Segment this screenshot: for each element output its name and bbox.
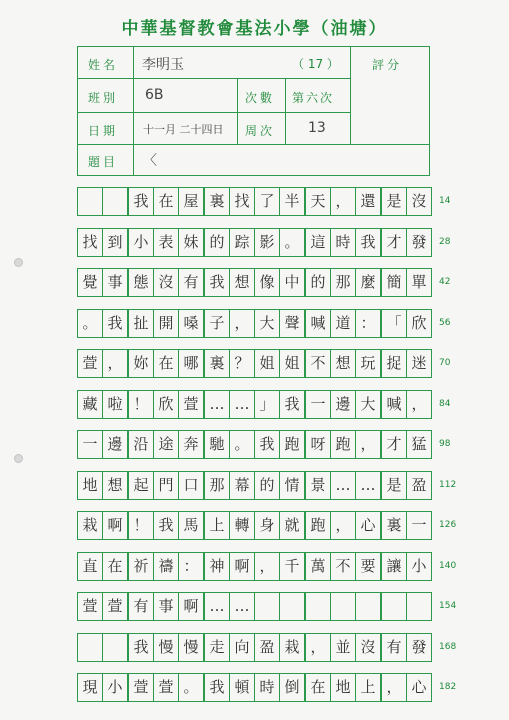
grid-cell: 喊: [305, 309, 331, 338]
grid-cell: ：: [178, 552, 204, 581]
grid-cell: 在: [102, 552, 128, 581]
grid-cell: 祈: [128, 552, 154, 581]
grid-cell: 裏: [204, 349, 230, 378]
grid-cell: 態: [128, 268, 154, 297]
grid-cell: 奔: [178, 430, 204, 459]
grid-cell: ：: [355, 309, 381, 338]
grid-cell: 禱: [153, 552, 179, 581]
grid-cell: 小: [406, 552, 432, 581]
grid-cell: 時: [254, 673, 280, 702]
grid-cell: 想: [330, 349, 356, 378]
grid-row: [77, 187, 433, 216]
grid-cell: 沒: [153, 268, 179, 297]
binder-hole: [14, 258, 23, 267]
grid-cell: 盈: [406, 471, 432, 500]
grid-cell: 萱: [77, 592, 103, 621]
grid-cell: 半: [279, 187, 305, 216]
grid-cell: 是: [381, 471, 407, 500]
score-label: 評分: [372, 58, 403, 72]
grid-cell: 在: [153, 349, 179, 378]
grid-cell: 啊: [178, 592, 204, 621]
row-character-count: 140: [439, 561, 457, 571]
grid-cell: 找: [229, 187, 255, 216]
row-character-count: 168: [439, 642, 457, 652]
grid-cell: …: [355, 471, 381, 500]
grid-cell: 有: [178, 268, 204, 297]
row-character-count: 56: [439, 318, 451, 328]
grid-cell: 到: [102, 228, 128, 257]
grid-cell: 馬: [178, 511, 204, 540]
school-title: 中華基督教會基法小學（油塘）: [121, 19, 388, 39]
grid-cell: 馳: [204, 430, 230, 459]
grid-cell: 屋: [178, 187, 204, 216]
grid-cell: 心: [406, 673, 432, 702]
grid-cell: 欣: [406, 309, 432, 338]
grid-cell: [406, 592, 432, 621]
grid-cell: 事: [102, 268, 128, 297]
grid-cell: 邊: [330, 390, 356, 419]
grid-cell: 發: [406, 633, 432, 662]
grid-cell: 藏: [77, 390, 103, 419]
grid-cell: 欣: [153, 390, 179, 419]
grid-cell: 我: [128, 187, 154, 216]
grid-cell: 才: [381, 228, 407, 257]
grid-cell: ，: [330, 187, 356, 216]
grid-cell: 不: [305, 349, 331, 378]
grid-cell: 門: [153, 471, 179, 500]
grid-cell: 身: [254, 511, 280, 540]
grid-cell: 發: [406, 228, 432, 257]
grid-cell: 上: [204, 511, 230, 540]
grid-cell: 一: [406, 511, 432, 540]
grid-cell: 有: [128, 592, 154, 621]
grid-cell: [102, 187, 128, 216]
grid-cell: 踪: [229, 228, 255, 257]
name-value: 李明玉: [142, 57, 184, 73]
grid-cell: 沿: [128, 430, 154, 459]
grid-cell: 妹: [178, 228, 204, 257]
grid-cell: 慢: [153, 633, 179, 662]
grid-cell: ，: [355, 430, 381, 459]
grid-cell: 在: [305, 673, 331, 702]
grid-cell: 子: [204, 309, 230, 338]
grid-cell: ！: [128, 390, 154, 419]
grid-row: [77, 430, 433, 459]
grid-cell: 的: [305, 268, 331, 297]
grid-cell: ！: [128, 511, 154, 540]
grid-cell: 。: [279, 228, 305, 257]
grid-cell: 小: [102, 673, 128, 702]
grid-cell: 沒: [406, 187, 432, 216]
grid-cell: 時: [330, 228, 356, 257]
grid-cell: 。: [178, 673, 204, 702]
times-value: 第六次: [292, 91, 335, 105]
grid-cell: 」: [254, 390, 280, 419]
grid-row: [77, 592, 433, 621]
grid-cell: 單: [406, 268, 432, 297]
week-value: 13: [308, 120, 326, 136]
topic-value: 〈: [143, 153, 157, 169]
grid-row: [77, 633, 433, 662]
grid-cell: [77, 187, 103, 216]
class-value: 6B: [145, 87, 164, 103]
grid-cell: 影: [254, 228, 280, 257]
grid-cell: 神: [204, 552, 230, 581]
grid-cell: ，: [254, 552, 280, 581]
grid-cell: 向: [229, 633, 255, 662]
grid-cell: [77, 633, 103, 662]
grid-cell: 開: [153, 309, 179, 338]
grid-cell: 我: [153, 511, 179, 540]
grid-row: [77, 349, 433, 378]
student-number: （ 17 ）: [292, 57, 339, 71]
grid-cell: 跑: [279, 430, 305, 459]
grid-cell: 在: [153, 187, 179, 216]
date-label: 日期: [88, 124, 119, 138]
row-character-count: 28: [439, 237, 451, 247]
binder-hole: [14, 454, 23, 463]
grid-row: [77, 511, 433, 540]
grid-cell: …: [204, 592, 230, 621]
grid-cell: 並: [330, 633, 356, 662]
grid-cell: 「: [381, 309, 407, 338]
grid-cell: 還: [355, 187, 381, 216]
grid-cell: 萱: [77, 349, 103, 378]
grid-cell: 萱: [178, 390, 204, 419]
grid-cell: ，: [229, 309, 255, 338]
grid-cell: 。: [77, 309, 103, 338]
grid-cell: 那: [330, 268, 356, 297]
grid-cell: 像: [254, 268, 280, 297]
grid-cell: [381, 592, 407, 621]
grid-cell: 大: [254, 309, 280, 338]
grid-cell: 我: [355, 228, 381, 257]
grid-row: [77, 309, 433, 338]
grid-cell: 我: [279, 390, 305, 419]
grid-cell: 就: [279, 511, 305, 540]
grid-cell: 喊: [381, 390, 407, 419]
grid-cell: …: [204, 390, 230, 419]
grid-cell: 麼: [355, 268, 381, 297]
grid-cell: 邊: [102, 430, 128, 459]
grid-cell: 天: [305, 187, 331, 216]
grid-cell: 猛: [406, 430, 432, 459]
grid-cell: [305, 592, 331, 621]
grid-cell: 那: [204, 471, 230, 500]
name-label: 姓名: [88, 58, 119, 72]
grid-cell: 聲: [279, 309, 305, 338]
grid-cell: 跑: [330, 430, 356, 459]
grid-cell: 情: [279, 471, 305, 500]
grid-cell: 我: [254, 430, 280, 459]
grid-cell: 裏: [204, 187, 230, 216]
grid-cell: 小: [128, 228, 154, 257]
grid-cell: 扯: [128, 309, 154, 338]
grid-cell: 玩: [355, 349, 381, 378]
row-character-count: 154: [439, 601, 457, 611]
row-character-count: 126: [439, 520, 457, 530]
grid-cell: [102, 633, 128, 662]
grid-cell: 姐: [279, 349, 305, 378]
grid-cell: 覺: [77, 268, 103, 297]
grid-cell: [330, 592, 356, 621]
grid-cell: 。: [229, 430, 255, 459]
grid-cell: 萬: [305, 552, 331, 581]
grid-cell: 中: [279, 268, 305, 297]
row-character-count: 84: [439, 399, 451, 409]
grid-cell: 妳: [128, 349, 154, 378]
grid-cell: 一: [305, 390, 331, 419]
grid-cell: 頓: [229, 673, 255, 702]
row-character-count: 70: [439, 358, 451, 368]
grid-cell: 地: [77, 471, 103, 500]
row-character-count: 14: [439, 196, 451, 206]
row-character-count: 42: [439, 277, 451, 287]
grid-cell: 盈: [254, 633, 280, 662]
row-character-count: 182: [439, 682, 457, 692]
grid-cell: 簡: [381, 268, 407, 297]
grid-cell: 裏: [381, 511, 407, 540]
grid-cell: 萱: [128, 673, 154, 702]
grid-cell: 直: [77, 552, 103, 581]
grid-cell: ，: [102, 349, 128, 378]
grid-cell: 事: [153, 592, 179, 621]
grid-cell: 慢: [178, 633, 204, 662]
grid-cell: 途: [153, 430, 179, 459]
grid-cell: 心: [355, 511, 381, 540]
grid-cell: 這: [305, 228, 331, 257]
row-character-count: 112: [439, 480, 457, 490]
date-value: 十一月 二十四日: [143, 123, 224, 136]
grid-cell: 景: [305, 471, 331, 500]
grid-cell: 捉: [381, 349, 407, 378]
grid-cell: 是: [381, 187, 407, 216]
grid-cell: …: [229, 592, 255, 621]
grid-cell: 栽: [279, 633, 305, 662]
grid-cell: 栽: [77, 511, 103, 540]
grid-cell: 地: [330, 673, 356, 702]
grid-row: [77, 268, 433, 297]
grid-cell: 哪: [178, 349, 204, 378]
row-character-count: 98: [439, 439, 451, 449]
grid-cell: 跑: [305, 511, 331, 540]
grid-cell: 我: [204, 268, 230, 297]
grid-cell: 表: [153, 228, 179, 257]
grid-cell: 啊: [102, 511, 128, 540]
grid-cell: 轉: [229, 511, 255, 540]
grid-cell: 不: [330, 552, 356, 581]
grid-row: [77, 471, 433, 500]
grid-cell: [355, 592, 381, 621]
grid-cell: 的: [254, 471, 280, 500]
grid-cell: ，: [406, 390, 432, 419]
grid-cell: [254, 592, 280, 621]
grid-row: [77, 228, 433, 257]
grid-cell: 了: [254, 187, 280, 216]
grid-cell: 沒: [355, 633, 381, 662]
grid-cell: 才: [381, 430, 407, 459]
grid-cell: 現: [77, 673, 103, 702]
grid-cell: [279, 592, 305, 621]
grid-cell: 想: [102, 471, 128, 500]
grid-cell: 想: [229, 268, 255, 297]
grid-cell: 萱: [153, 673, 179, 702]
class-label: 班別: [88, 91, 119, 105]
grid-cell: 千: [279, 552, 305, 581]
grid-cell: 口: [178, 471, 204, 500]
week-label: 周次: [245, 124, 276, 138]
grid-cell: 啊: [229, 552, 255, 581]
topic-label: 題目: [88, 155, 119, 169]
grid-cell: 我: [128, 633, 154, 662]
grid-cell: 上: [355, 673, 381, 702]
grid-cell: 我: [102, 309, 128, 338]
grid-cell: ，: [330, 511, 356, 540]
grid-cell: 倒: [279, 673, 305, 702]
grid-cell: 走: [204, 633, 230, 662]
grid-cell: 我: [204, 673, 230, 702]
grid-cell: 要: [355, 552, 381, 581]
times-label: 次數: [245, 91, 276, 105]
grid-cell: …: [330, 471, 356, 500]
grid-cell: 啦: [102, 390, 128, 419]
grid-cell: 有: [381, 633, 407, 662]
grid-cell: ，: [381, 673, 407, 702]
grid-cell: 道: [330, 309, 356, 338]
grid-cell: …: [229, 390, 255, 419]
grid-row: [77, 673, 433, 702]
grid-cell: 起: [128, 471, 154, 500]
grid-cell: ？: [229, 349, 255, 378]
grid-cell: 迷: [406, 349, 432, 378]
grid-cell: 嗓: [178, 309, 204, 338]
grid-row: [77, 390, 433, 419]
grid-cell: 大: [355, 390, 381, 419]
grid-cell: 一: [77, 430, 103, 459]
grid-cell: 讓: [381, 552, 407, 581]
grid-cell: 姐: [254, 349, 280, 378]
grid-cell: ，: [305, 633, 331, 662]
grid-cell: 幕: [229, 471, 255, 500]
grid-row: [77, 552, 433, 581]
grid-cell: 的: [204, 228, 230, 257]
grid-cell: 呀: [305, 430, 331, 459]
grid-cell: 找: [77, 228, 103, 257]
grid-cell: 萱: [102, 592, 128, 621]
